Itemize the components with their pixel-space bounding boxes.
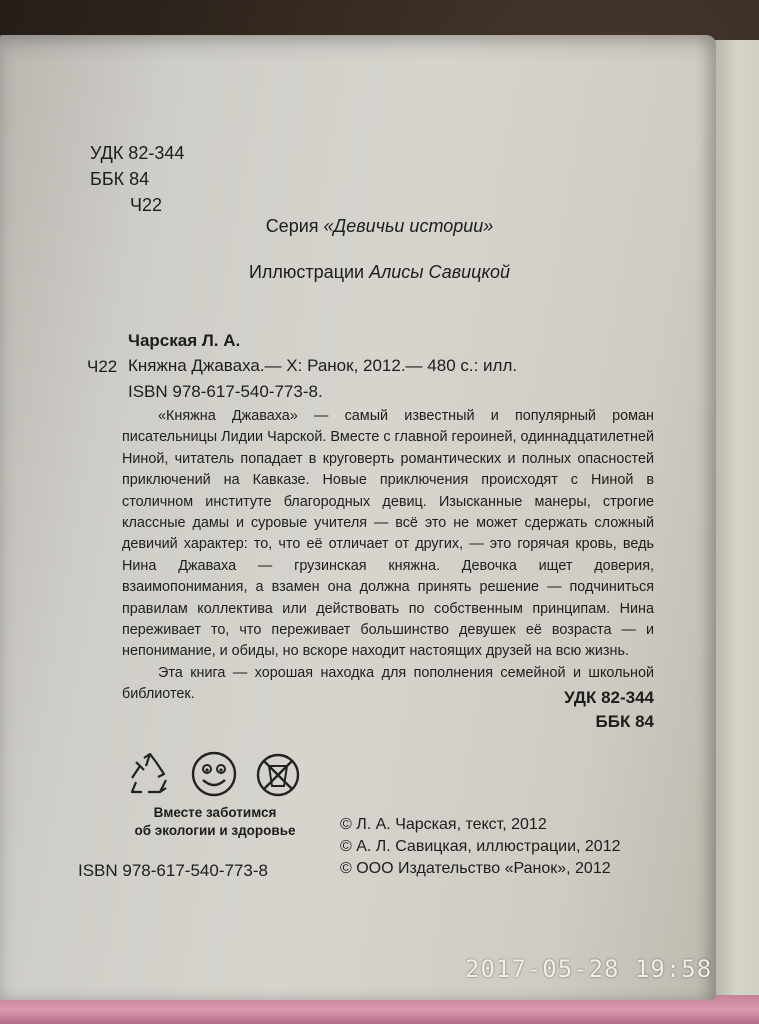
eco-caption-line-1: Вместе заботимся [153, 805, 277, 820]
camera-timestamp: 2017-05-28 19:58 [465, 955, 713, 983]
copyright-illustrator: © А. Л. Савицкая, иллюстрации, 2012 [340, 838, 621, 855]
copyright-publisher: © ООО Издательство «Ранок», 2012 [340, 860, 611, 877]
illustrations-line [0, 262, 759, 283]
bib-mark: Ч22 [87, 357, 118, 376]
header-bbk: ББК 84 [90, 169, 150, 189]
smiley-icon [190, 750, 238, 803]
illustrations-prefix: Иллюстрации [248, 262, 365, 282]
illustrator-name: Алисы Савицкой [369, 262, 510, 282]
footer-udk: УДК 82-344 [564, 688, 654, 707]
bib-isbn-line: ISBN 978-617-540-773-8. [128, 382, 323, 401]
annotation-paragraph-2: Эта книга — хорошая находка для пополнения семейной и школьной библиотек. [122, 664, 654, 703]
footer-bbk: ББК 84 [595, 712, 654, 731]
series-prefix: Серия [265, 216, 319, 236]
author-name: Чарская Л. А. [128, 331, 241, 350]
annotation-paragraph-1: «Княжна Джаваха» — самый известный и популярный роман писательницы Лидии Чарской. Вместе с главной героиней, одиннадцатилетней Ниной, читатель попадает в круговерть романтических и полных опасностей приключений на Кавказе. Новые приключения происходят с Ниной в столичном институте благородных девиц. Изысканные манеры, строгие классные дамы и суровые учителя — всё это не может сдержать сложный девичий характер: то, что её отличает от других, — это горячая кровь, ведь Нина Джаваха — грузинская княжна. Девочка ищет доверия, взаимопонимания, а взамен она должна принять решение — подчиниться правилам коллектива или действовать по собственным принципам. Нина переживает то, что переживает большинство девушек её возраста — и непонимание, и обиды, но вскоре находит настоящих друзей на всю жизнь. [122, 408, 654, 660]
annotation [122, 406, 654, 706]
isbn-bottom: ISBN 978-617-540-773-8 [78, 861, 268, 880]
series-line [0, 216, 759, 237]
copyright-author: © Л. А. Чарская, текст, 2012 [340, 816, 547, 833]
no-cup-icon [255, 752, 301, 803]
series-name: «Девичьи истории» [323, 216, 494, 236]
header-udk: УДК 82-344 [90, 143, 185, 163]
header-author-mark: Ч22 [130, 195, 163, 215]
next-page-edge [712, 40, 759, 1000]
eco-caption-line-2: об экологии и здоровье [134, 823, 296, 838]
recycle-icon [126, 752, 174, 801]
bib-title-line: Княжна Джаваха.— Х: Ранок, 2012.— 480 с.: илл. [128, 356, 518, 375]
